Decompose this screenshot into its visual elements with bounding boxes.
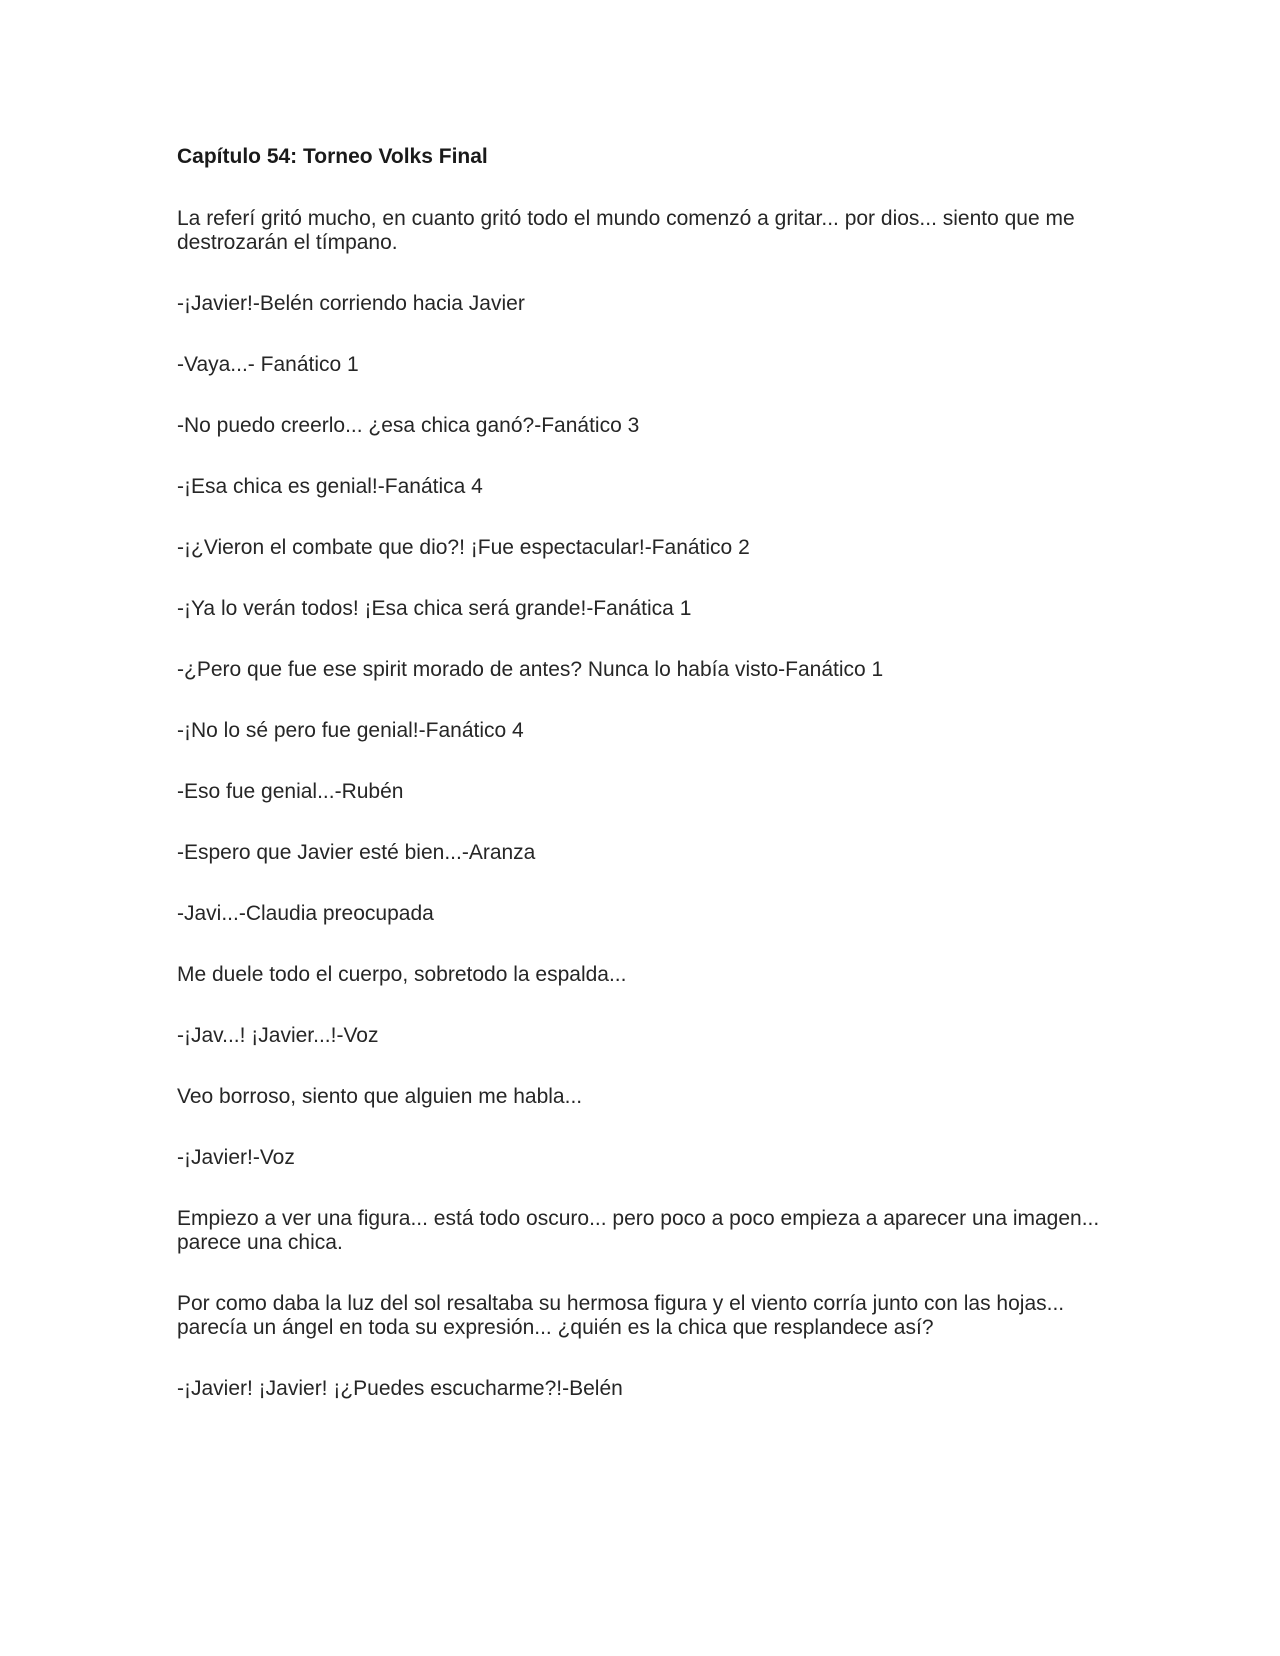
paragraph-19: -¡Javier! ¡Javier! ¡¿Puedes escucharme?!-Belén [177, 1377, 623, 1400]
paragraph-18: Por como daba la luz del sol resaltaba su hermosa figura y el viento corría junto con las hojas... parecía un ángel en toda su expresión... ¿quién es la chica que resplandece así? [177, 1292, 1065, 1339]
paragraph-14: -¡Jav...! ¡Javier...!-Voz [177, 1024, 379, 1047]
paragraph-3: -Vaya...- Fanático 1 [177, 353, 359, 376]
paragraph-11: -Espero que Javier esté bien...-Aranza [177, 841, 536, 864]
paragraph-16: -¡Javier!-Voz [177, 1146, 295, 1169]
paragraph-6: -¡¿Vieron el combate que dio?! ¡Fue espectacular!-Fanático 2 [177, 536, 750, 559]
paragraph-8: -¿Pero que fue ese spirit morado de antes? Nunca lo había visto-Fanático 1 [177, 658, 884, 681]
document-body [177, 145, 1107, 1401]
paragraph-7: -¡Ya lo verán todos! ¡Esa chica será grande!-Fanática 1 [177, 597, 692, 620]
paragraph-17: Empiezo a ver una figura... está todo oscuro... pero poco a poco empieza a aparecer una imagen... parece una chica. [177, 1207, 1100, 1254]
paragraph-9: -¡No lo sé pero fue genial!-Fanático 4 [177, 719, 524, 742]
paragraph-5: -¡Esa chica es genial!-Fanática 4 [177, 475, 483, 498]
paragraph-10: -Eso fue genial...-Rubén [177, 780, 404, 803]
paragraph-4: -No puedo creerlo... ¿esa chica ganó?-Fanático 3 [177, 414, 640, 437]
chapter-title: Capítulo 54: Torneo Volks Final [177, 145, 488, 168]
paragraph-1: La referí gritó mucho, en cuanto gritó todo el mundo comenzó a gritar... por dios... siento que me destrozarán el tímpano. [177, 207, 1075, 254]
paragraph-12: -Javi...-Claudia preocupada [177, 902, 434, 925]
paragraph-2: -¡Javier!-Belén corriendo hacia Javier [177, 292, 525, 315]
paragraph-15: Veo borroso, siento que alguien me habla... [177, 1085, 583, 1108]
paragraph-13: Me duele todo el cuerpo, sobretodo la espalda... [177, 963, 627, 986]
